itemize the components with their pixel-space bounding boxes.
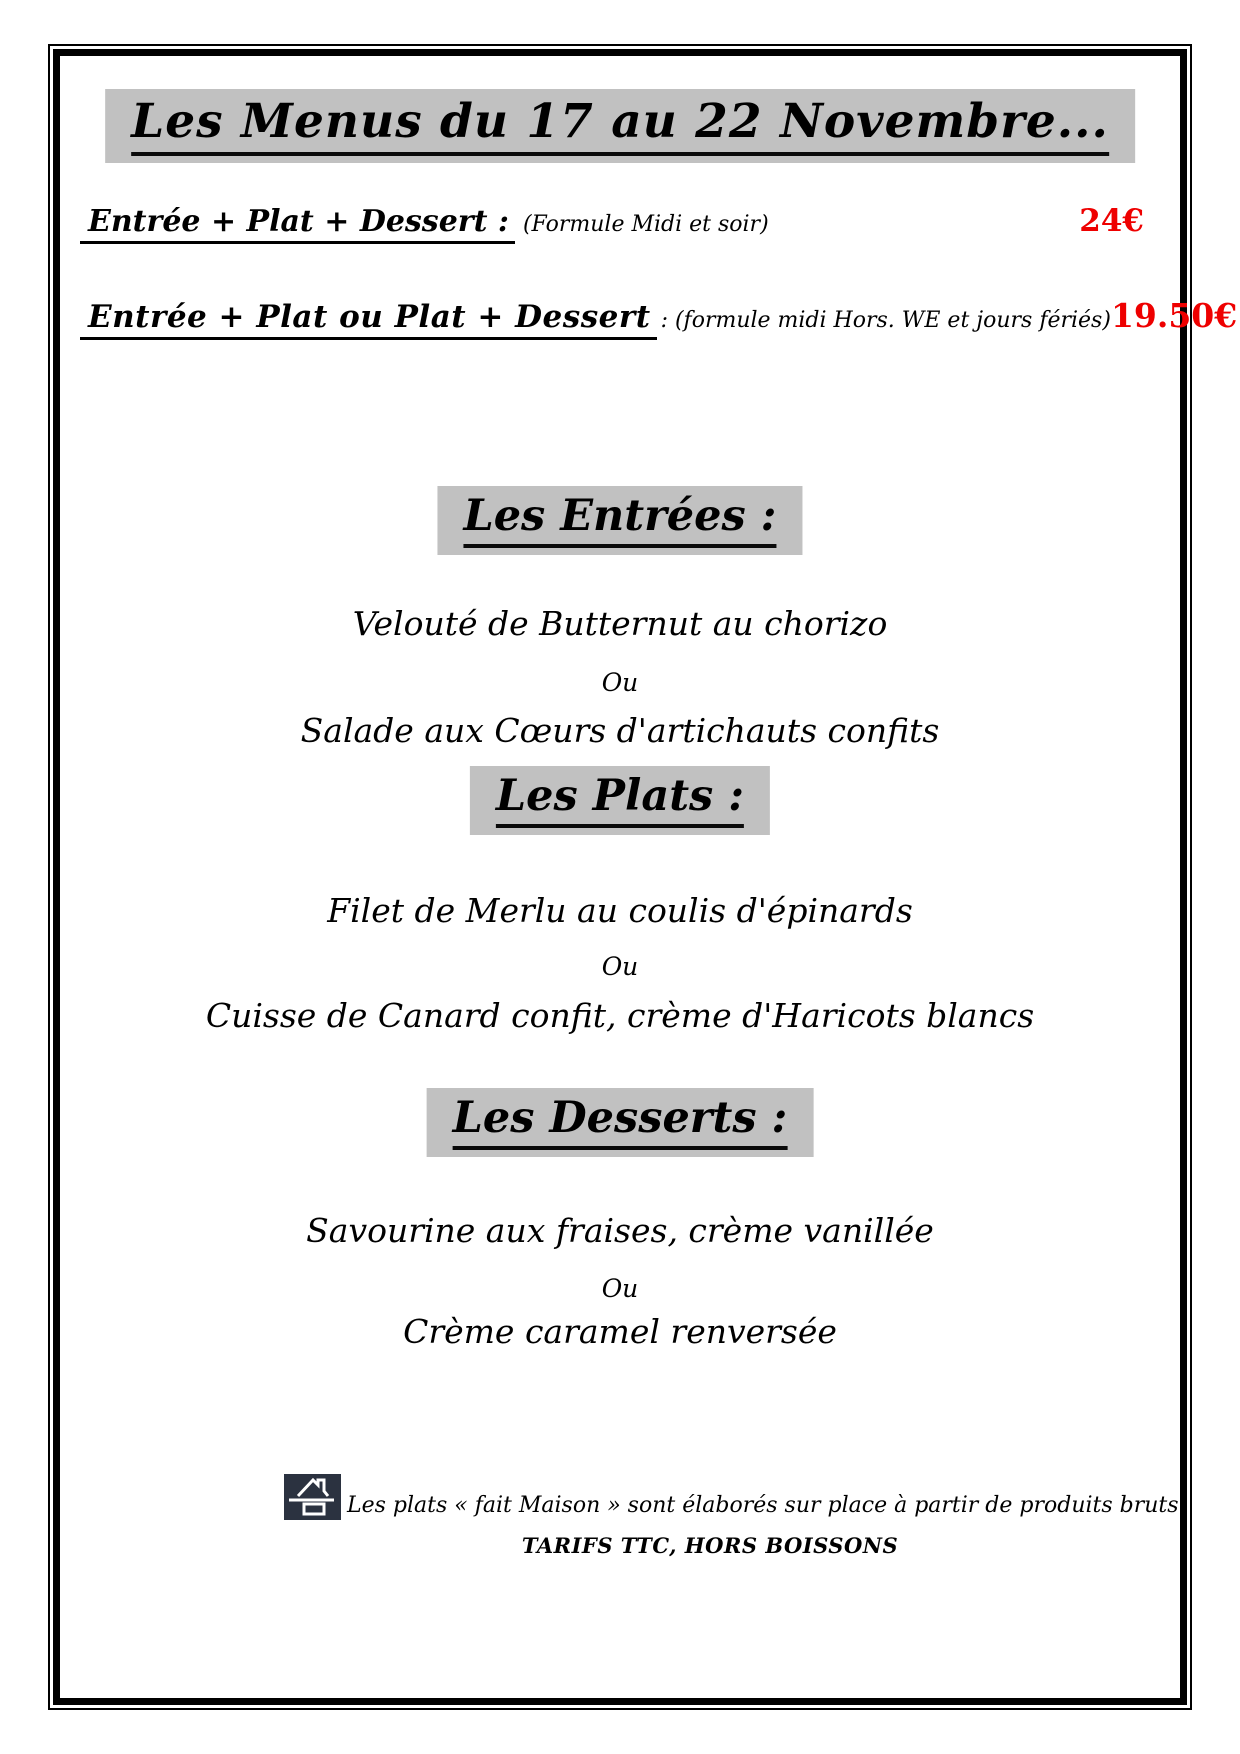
menu-item-dessert-2: Crème caramel renversée xyxy=(403,1312,837,1351)
formula-2-note: : (formule midi Hors. WE et jours fériés) xyxy=(660,308,1111,333)
formula-row-midi xyxy=(80,296,1238,340)
formula-1-price: 24€ xyxy=(1079,203,1144,239)
menu-item-plat-1: Filet de Merlu au coulis d'épinards xyxy=(327,891,913,930)
plats-highlight xyxy=(470,766,770,835)
separator-ou-entrees: Ou xyxy=(601,668,639,697)
section-heading-entrees xyxy=(437,486,802,555)
desserts-highlight xyxy=(427,1088,814,1157)
formula-2-label: Entrée + Plat ou Plat + Dessert xyxy=(80,299,657,340)
menu-item-dessert-1: Savourine aux fraises, crème vanillée xyxy=(306,1211,934,1250)
footer-note-line xyxy=(284,1474,1186,1520)
title-banner xyxy=(105,89,1135,163)
tarifs-note: TARIFS TTC, HORS BOISSONS xyxy=(521,1533,899,1558)
page-title: Les Menus du 17 au 22 Novembre... xyxy=(131,94,1109,156)
fait-maison-note: Les plats « fait Maison » sont élaborés sur place à partir de produits bruts. xyxy=(347,1493,1186,1518)
menu-item-plat-2: Cuisse de Canard confit, crème d'Haricots blancs xyxy=(205,996,1035,1035)
plats-heading-text: Les Plats : xyxy=(496,771,744,828)
page-border-outer xyxy=(48,44,1238,1710)
section-heading-desserts xyxy=(427,1088,814,1157)
formula-1-note: (Formule Midi et soir) xyxy=(522,212,769,237)
formula-2-price: 19.50€ xyxy=(1110,296,1238,335)
menu-item-entree-2: Salade aux Cœurs d'artichauts confits xyxy=(300,711,940,750)
formula-1-label: Entrée + Plat + Dessert : xyxy=(80,204,515,244)
fait-maison-icon xyxy=(284,1474,341,1520)
page-border-inner xyxy=(53,49,1238,1705)
section-heading-plats xyxy=(470,766,770,835)
title-highlight xyxy=(105,89,1135,163)
formula-row-midi-soir xyxy=(80,203,1144,244)
desserts-heading-text: Les Desserts : xyxy=(453,1093,788,1150)
entrees-highlight xyxy=(437,486,802,555)
separator-ou-desserts: Ou xyxy=(601,1274,639,1303)
separator-ou-plats: Ou xyxy=(601,952,639,981)
menu-content xyxy=(60,56,1238,1698)
entrees-heading-text: Les Entrées : xyxy=(463,491,776,548)
menu-item-entree-1: Velouté de Butternut au chorizo xyxy=(352,604,888,643)
